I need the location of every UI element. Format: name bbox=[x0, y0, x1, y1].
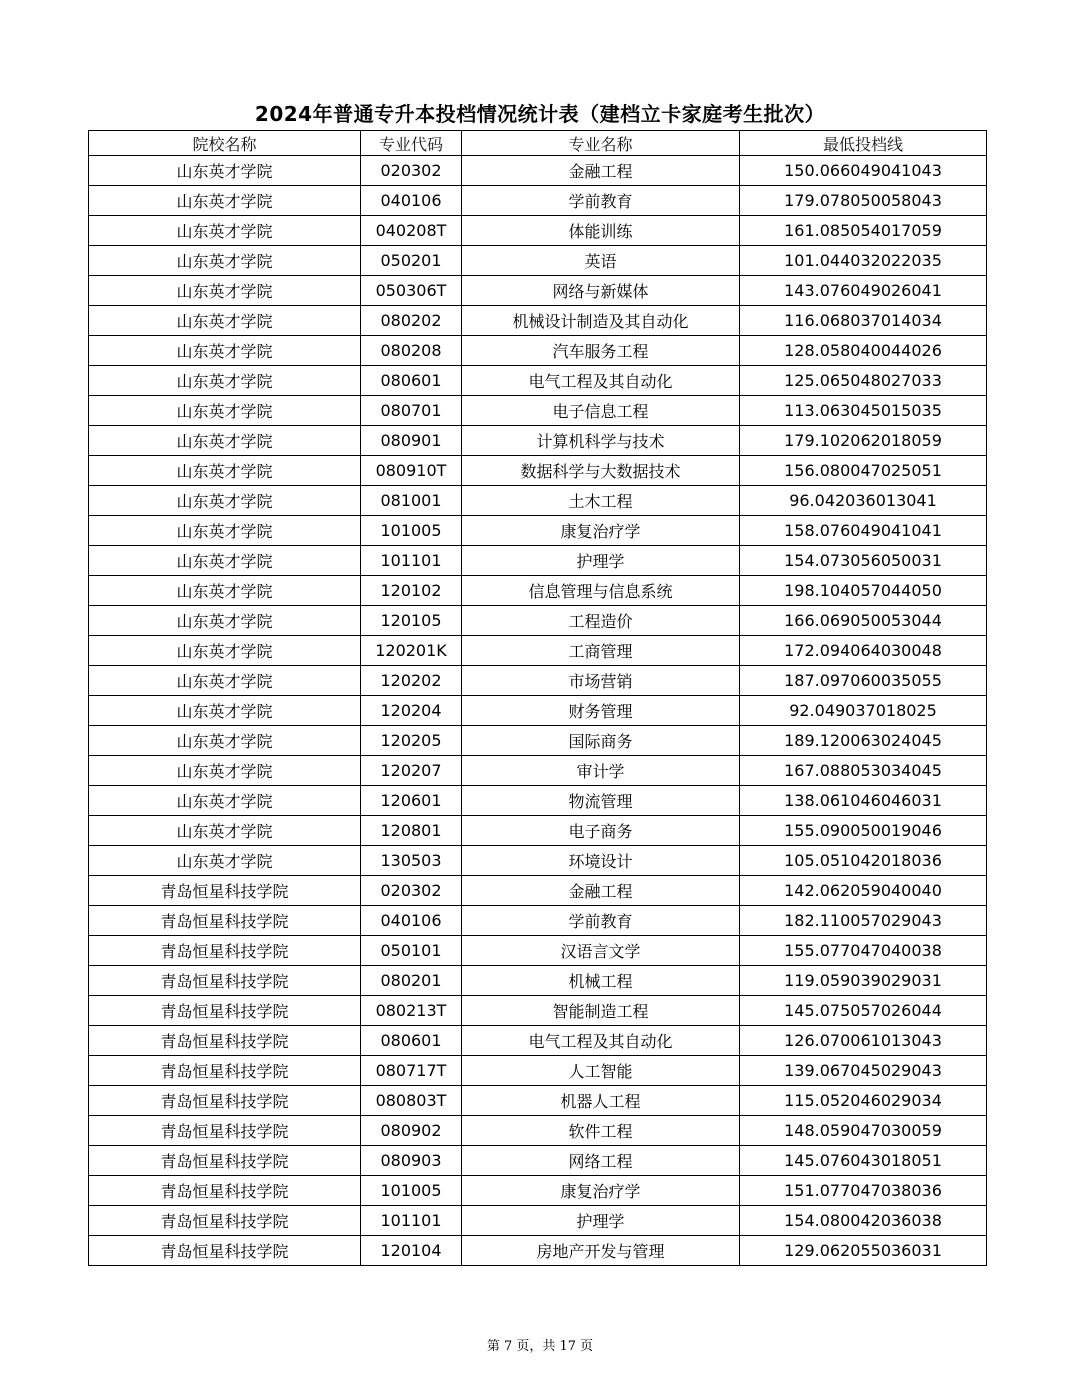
cell-major-code: 101101 bbox=[361, 1206, 462, 1236]
cell-school-name: 山东英才学院 bbox=[89, 156, 361, 186]
cell-major-code: 120202 bbox=[361, 666, 462, 696]
cell-school-name: 青岛恒星科技学院 bbox=[89, 906, 361, 936]
cell-major-code: 080717T bbox=[361, 1056, 462, 1086]
cell-min-score: 198.104057044050 bbox=[740, 576, 987, 606]
cell-major-name: 信息管理与信息系统 bbox=[462, 576, 740, 606]
cell-major-code: 120207 bbox=[361, 756, 462, 786]
cell-min-score: 154.073056050031 bbox=[740, 546, 987, 576]
table-row bbox=[89, 636, 987, 666]
table-row bbox=[89, 666, 987, 696]
table-row bbox=[89, 276, 987, 306]
cell-school-name: 山东英才学院 bbox=[89, 756, 361, 786]
cell-school-name: 山东英才学院 bbox=[89, 546, 361, 576]
cell-min-score: 161.085054017059 bbox=[740, 216, 987, 246]
cell-major-name: 软件工程 bbox=[462, 1116, 740, 1146]
cell-major-name: 数据科学与大数据技术 bbox=[462, 456, 740, 486]
table-row bbox=[89, 1146, 987, 1176]
cell-major-name: 康复治疗学 bbox=[462, 1176, 740, 1206]
cell-major-code: 020302 bbox=[361, 156, 462, 186]
cell-major-code: 101005 bbox=[361, 516, 462, 546]
cell-major-code: 050201 bbox=[361, 246, 462, 276]
cell-major-code: 080208 bbox=[361, 336, 462, 366]
table-row bbox=[89, 816, 987, 846]
cell-major-name: 汉语言文学 bbox=[462, 936, 740, 966]
header-major-name: 专业名称 bbox=[462, 131, 740, 156]
table-row bbox=[89, 1206, 987, 1236]
cell-major-code: 080803T bbox=[361, 1086, 462, 1116]
page-title: 2024年普通专升本投档情况统计表（建档立卡家庭考生批次） bbox=[254, 102, 826, 126]
table-body bbox=[89, 156, 987, 1266]
cell-major-code: 081001 bbox=[361, 486, 462, 516]
table-row bbox=[89, 246, 987, 276]
table-row bbox=[89, 576, 987, 606]
cell-major-code: 040106 bbox=[361, 906, 462, 936]
cell-min-score: 129.062055036031 bbox=[740, 1236, 987, 1266]
table-row bbox=[89, 936, 987, 966]
cell-min-score: 145.075057026044 bbox=[740, 996, 987, 1026]
cell-min-score: 119.059039029031 bbox=[740, 966, 987, 996]
cell-major-name: 机械设计制造及其自动化 bbox=[462, 306, 740, 336]
cell-school-name: 山东英才学院 bbox=[89, 576, 361, 606]
cell-school-name: 山东英才学院 bbox=[89, 396, 361, 426]
table-row bbox=[89, 186, 987, 216]
cell-min-score: 167.088053034045 bbox=[740, 756, 987, 786]
cell-major-code: 080903 bbox=[361, 1146, 462, 1176]
cell-school-name: 山东英才学院 bbox=[89, 846, 361, 876]
cell-min-score: 116.068037014034 bbox=[740, 306, 987, 336]
cell-major-code: 120801 bbox=[361, 816, 462, 846]
table-row bbox=[89, 336, 987, 366]
cell-major-name: 环境设计 bbox=[462, 846, 740, 876]
cell-major-name: 英语 bbox=[462, 246, 740, 276]
table-row bbox=[89, 1086, 987, 1116]
table-row bbox=[89, 606, 987, 636]
cell-major-code: 101005 bbox=[361, 1176, 462, 1206]
cell-major-code: 050306T bbox=[361, 276, 462, 306]
cell-min-score: 187.097060035055 bbox=[740, 666, 987, 696]
cell-major-name: 金融工程 bbox=[462, 876, 740, 906]
table-row bbox=[89, 216, 987, 246]
cell-school-name: 青岛恒星科技学院 bbox=[89, 876, 361, 906]
cell-school-name: 山东英才学院 bbox=[89, 486, 361, 516]
cell-major-code: 080601 bbox=[361, 366, 462, 396]
cell-school-name: 山东英才学院 bbox=[89, 786, 361, 816]
cell-min-score: 113.063045015035 bbox=[740, 396, 987, 426]
header-major-code: 专业代码 bbox=[361, 131, 462, 156]
cell-major-code: 130503 bbox=[361, 846, 462, 876]
cell-major-name: 电子信息工程 bbox=[462, 396, 740, 426]
cell-major-name: 计算机科学与技术 bbox=[462, 426, 740, 456]
table-row bbox=[89, 486, 987, 516]
cell-major-name: 机械工程 bbox=[462, 966, 740, 996]
cell-min-score: 182.110057029043 bbox=[740, 906, 987, 936]
cell-school-name: 山东英才学院 bbox=[89, 426, 361, 456]
cell-school-name: 山东英才学院 bbox=[89, 366, 361, 396]
cell-major-code: 120105 bbox=[361, 606, 462, 636]
cell-school-name: 青岛恒星科技学院 bbox=[89, 1056, 361, 1086]
cell-major-name: 护理学 bbox=[462, 546, 740, 576]
table-row bbox=[89, 786, 987, 816]
cell-major-name: 电气工程及其自动化 bbox=[462, 1026, 740, 1056]
cell-major-code: 120205 bbox=[361, 726, 462, 756]
cell-school-name: 山东英才学院 bbox=[89, 666, 361, 696]
cell-min-score: 143.076049026041 bbox=[740, 276, 987, 306]
cell-major-name: 机器人工程 bbox=[462, 1086, 740, 1116]
cell-major-name: 网络工程 bbox=[462, 1146, 740, 1176]
cell-major-name: 学前教育 bbox=[462, 906, 740, 936]
table-row bbox=[89, 846, 987, 876]
cell-min-score: 101.044032022035 bbox=[740, 246, 987, 276]
cell-major-code: 020302 bbox=[361, 876, 462, 906]
cell-min-score: 142.062059040040 bbox=[740, 876, 987, 906]
table-row bbox=[89, 516, 987, 546]
cell-major-code: 080202 bbox=[361, 306, 462, 336]
cell-major-name: 智能制造工程 bbox=[462, 996, 740, 1026]
table-row bbox=[89, 1116, 987, 1146]
cell-school-name: 山东英才学院 bbox=[89, 636, 361, 666]
cell-min-score: 150.066049041043 bbox=[740, 156, 987, 186]
cell-school-name: 山东英才学院 bbox=[89, 306, 361, 336]
cell-school-name: 青岛恒星科技学院 bbox=[89, 1146, 361, 1176]
cell-min-score: 126.070061013043 bbox=[740, 1026, 987, 1056]
cell-school-name: 山东英才学院 bbox=[89, 216, 361, 246]
table-row bbox=[89, 396, 987, 426]
cell-major-code: 080213T bbox=[361, 996, 462, 1026]
cell-major-name: 审计学 bbox=[462, 756, 740, 786]
cell-major-name: 汽车服务工程 bbox=[462, 336, 740, 366]
table-row bbox=[89, 366, 987, 396]
cell-major-name: 金融工程 bbox=[462, 156, 740, 186]
header-min-score: 最低投档线 bbox=[740, 131, 987, 156]
cell-major-name: 学前教育 bbox=[462, 186, 740, 216]
cell-major-name: 人工智能 bbox=[462, 1056, 740, 1086]
cell-major-code: 040106 bbox=[361, 186, 462, 216]
cell-school-name: 青岛恒星科技学院 bbox=[89, 996, 361, 1026]
cell-major-code: 080901 bbox=[361, 426, 462, 456]
cell-school-name: 青岛恒星科技学院 bbox=[89, 1116, 361, 1146]
cell-school-name: 青岛恒星科技学院 bbox=[89, 966, 361, 996]
cell-school-name: 山东英才学院 bbox=[89, 186, 361, 216]
cell-min-score: 179.102062018059 bbox=[740, 426, 987, 456]
page-number: 第 7 页，共 17 页 bbox=[486, 1339, 594, 1354]
table-row bbox=[89, 726, 987, 756]
table-row bbox=[89, 306, 987, 336]
cell-major-code: 080601 bbox=[361, 1026, 462, 1056]
table-row bbox=[89, 1026, 987, 1056]
cell-major-code: 120204 bbox=[361, 696, 462, 726]
table-row bbox=[89, 456, 987, 486]
cell-min-score: 148.059047030059 bbox=[740, 1116, 987, 1146]
cell-min-score: 172.094064030048 bbox=[740, 636, 987, 666]
table-row bbox=[89, 966, 987, 996]
cell-school-name: 山东英才学院 bbox=[89, 816, 361, 846]
cell-min-score: 155.077047040038 bbox=[740, 936, 987, 966]
cell-major-code: 120102 bbox=[361, 576, 462, 606]
cell-major-name: 物流管理 bbox=[462, 786, 740, 816]
cell-major-name: 工程造价 bbox=[462, 606, 740, 636]
cell-school-name: 山东英才学院 bbox=[89, 336, 361, 366]
cell-school-name: 山东英才学院 bbox=[89, 276, 361, 306]
cell-min-score: 154.080042036038 bbox=[740, 1206, 987, 1236]
table-row bbox=[89, 426, 987, 456]
cell-major-name: 房地产开发与管理 bbox=[462, 1236, 740, 1266]
cell-major-code: 050101 bbox=[361, 936, 462, 966]
cell-major-code: 120601 bbox=[361, 786, 462, 816]
cell-major-name: 市场营销 bbox=[462, 666, 740, 696]
cell-major-name: 工商管理 bbox=[462, 636, 740, 666]
cell-min-score: 105.051042018036 bbox=[740, 846, 987, 876]
cell-major-name: 网络与新媒体 bbox=[462, 276, 740, 306]
cell-min-score: 158.076049041041 bbox=[740, 516, 987, 546]
cell-school-name: 山东英才学院 bbox=[89, 696, 361, 726]
table-row bbox=[89, 756, 987, 786]
cell-min-score: 115.052046029034 bbox=[740, 1086, 987, 1116]
cell-min-score: 96.042036013041 bbox=[740, 486, 987, 516]
cell-major-name: 土木工程 bbox=[462, 486, 740, 516]
cell-school-name: 青岛恒星科技学院 bbox=[89, 1176, 361, 1206]
cell-school-name: 青岛恒星科技学院 bbox=[89, 936, 361, 966]
cell-min-score: 128.058040044026 bbox=[740, 336, 987, 366]
table-row bbox=[89, 1176, 987, 1206]
table-row bbox=[89, 996, 987, 1026]
cell-major-name: 电气工程及其自动化 bbox=[462, 366, 740, 396]
cell-school-name: 青岛恒星科技学院 bbox=[89, 1206, 361, 1236]
cell-school-name: 山东英才学院 bbox=[89, 246, 361, 276]
cell-major-name: 体能训练 bbox=[462, 216, 740, 246]
cell-min-score: 166.069050053044 bbox=[740, 606, 987, 636]
cell-major-code: 040208T bbox=[361, 216, 462, 246]
cell-min-score: 189.120063024045 bbox=[740, 726, 987, 756]
cell-min-score: 125.065048027033 bbox=[740, 366, 987, 396]
cell-min-score: 155.090050019046 bbox=[740, 816, 987, 846]
cell-major-name: 财务管理 bbox=[462, 696, 740, 726]
table-header-row bbox=[89, 131, 987, 156]
cell-major-code: 120201K bbox=[361, 636, 462, 666]
cell-min-score: 92.049037018025 bbox=[740, 696, 987, 726]
cell-major-code: 080910T bbox=[361, 456, 462, 486]
cell-min-score: 145.076043018051 bbox=[740, 1146, 987, 1176]
cell-min-score: 139.067045029043 bbox=[740, 1056, 987, 1086]
header-school-name: 院校名称 bbox=[89, 131, 361, 156]
cell-major-name: 电子商务 bbox=[462, 816, 740, 846]
cell-min-score: 151.077047038036 bbox=[740, 1176, 987, 1206]
cell-major-code: 120104 bbox=[361, 1236, 462, 1266]
cell-school-name: 青岛恒星科技学院 bbox=[89, 1026, 361, 1056]
cell-major-code: 080701 bbox=[361, 396, 462, 426]
cell-school-name: 山东英才学院 bbox=[89, 516, 361, 546]
cell-school-name: 青岛恒星科技学院 bbox=[89, 1086, 361, 1116]
table-row bbox=[89, 546, 987, 576]
table-row bbox=[89, 1056, 987, 1086]
cell-min-score: 179.078050058043 bbox=[740, 186, 987, 216]
cell-major-name: 康复治疗学 bbox=[462, 516, 740, 546]
cell-major-code: 080201 bbox=[361, 966, 462, 996]
cell-min-score: 138.061046046031 bbox=[740, 786, 987, 816]
cell-school-name: 山东英才学院 bbox=[89, 606, 361, 636]
cell-school-name: 青岛恒星科技学院 bbox=[89, 1236, 361, 1266]
cell-school-name: 山东英才学院 bbox=[89, 456, 361, 486]
cell-major-code: 080902 bbox=[361, 1116, 462, 1146]
cell-school-name: 山东英才学院 bbox=[89, 726, 361, 756]
cell-major-code: 101101 bbox=[361, 546, 462, 576]
cell-major-name: 国际商务 bbox=[462, 726, 740, 756]
table-row bbox=[89, 876, 987, 906]
admission-stats-table bbox=[88, 130, 987, 1266]
table-row bbox=[89, 156, 987, 186]
table-row bbox=[89, 906, 987, 936]
cell-major-name: 护理学 bbox=[462, 1206, 740, 1236]
table-row bbox=[89, 1236, 987, 1266]
cell-min-score: 156.080047025051 bbox=[740, 456, 987, 486]
table-row bbox=[89, 696, 987, 726]
